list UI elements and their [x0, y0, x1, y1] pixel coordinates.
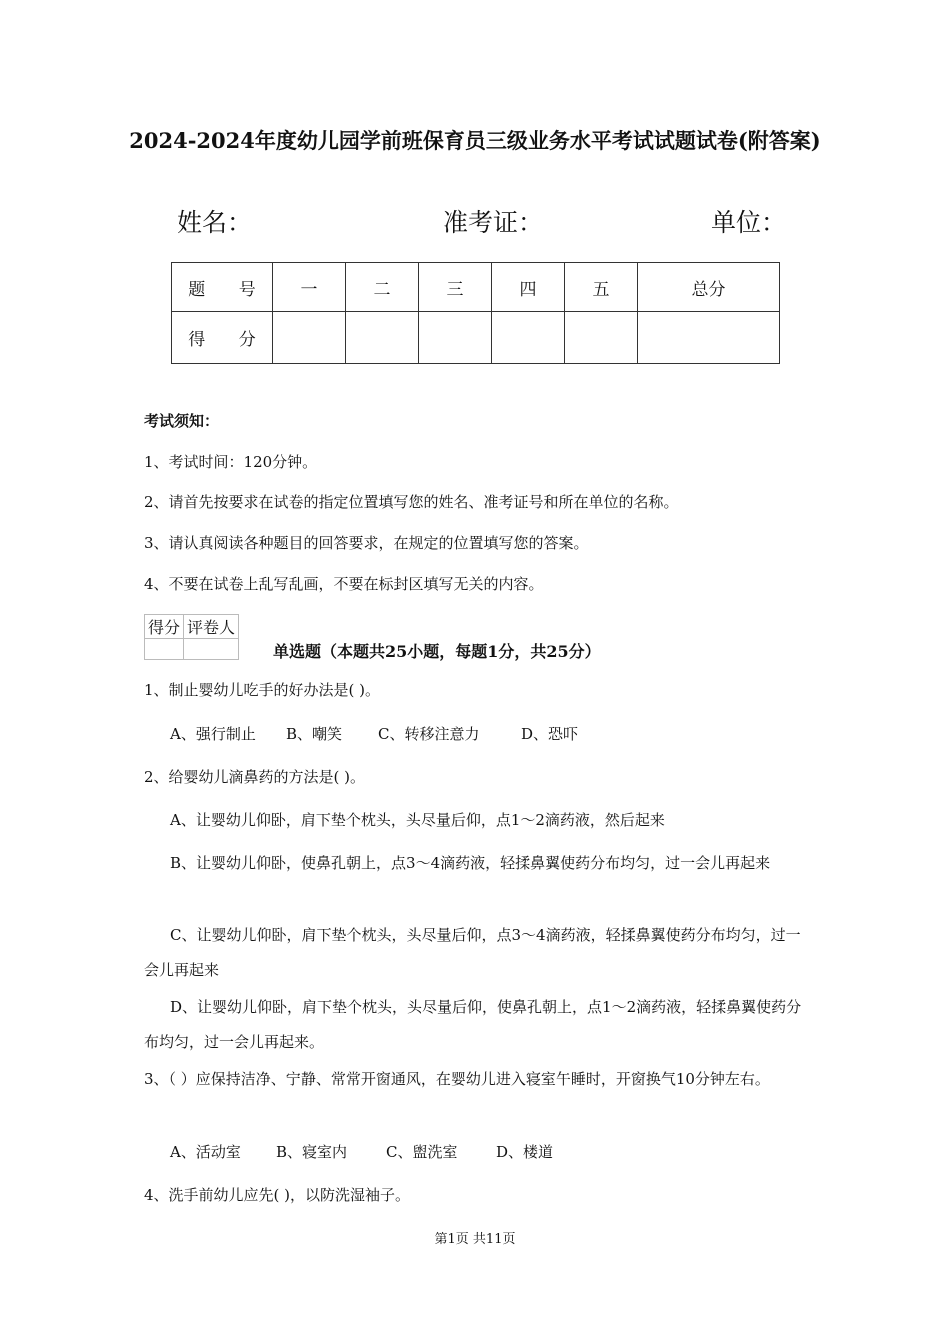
page-footer: 第1页 共11页 [434, 1232, 516, 1247]
score-table-cell: 总分 [638, 263, 780, 312]
option-a-long: A、让婴幼儿仰卧，肩下垫个枕头，头尽量后仰，点1～2滴药液，然后起来 [170, 811, 665, 829]
grader-name-cell [184, 639, 239, 660]
score-entry-cell [273, 312, 346, 364]
question-4: 4、洗手前幼儿应先( )，以防洗湿袖子。 [144, 1186, 411, 1204]
score-table [171, 262, 780, 364]
score-entry-cell [638, 312, 780, 364]
score-table-cell: 题 号 [172, 263, 273, 312]
section-title: 单选题（本题共25小题，每题1分，共25分） [273, 642, 601, 661]
notice-item: 4、不要在试卷上乱写乱画，不要在标封区填写无关的内容。 [144, 575, 544, 593]
score-table-header-row [172, 263, 780, 312]
grader-name-label: 评卷人 [184, 615, 239, 639]
score-entry-cell [419, 312, 492, 364]
score-entry-cell [346, 312, 419, 364]
grader-score-label: 得分 [145, 615, 184, 639]
score-entry-cell [492, 312, 565, 364]
question-1: 1、制止婴幼儿吃手的好办法是( )。 [144, 681, 381, 699]
name-field-label: 姓名： [177, 208, 253, 237]
option-c-long: C、让婴幼儿仰卧，肩下垫个枕头，头尽量后仰，点3～4滴药液，轻揉鼻翼使药分布均匀，过一会儿再起来 [144, 926, 801, 979]
option-b: B、嘲笑 [286, 725, 343, 743]
score-entry-cell [565, 312, 638, 364]
document-title: 2024-2024年度幼儿园学前班保育员三级业务水平考试试题试卷(附答案) [129, 128, 821, 153]
exam-id-field-label: 准考证： [443, 208, 544, 237]
option-b-long: B、让婴幼儿仰卧，使鼻孔朝上，点3～4滴药液，轻揉鼻翼使药分布均匀，过一会儿再起来 [170, 854, 771, 872]
score-table-cell: 一 [273, 263, 346, 312]
score-table-cell: 五 [565, 263, 638, 312]
score-table-cell: 二 [346, 263, 419, 312]
option-a: A、强行制止 [170, 725, 256, 743]
question-3: 3、（ ）应保持洁净、宁静、常常开窗通风，在婴幼儿进入寝室午睡时，开窗换气10分钟左右。 [144, 1070, 770, 1088]
option-d-long: D、让婴幼儿仰卧，肩下垫个枕头，头尽量后仰，使鼻孔朝上，点1～2滴药液，轻揉鼻翼使药分布均匀，过一会儿再起来。 [144, 998, 802, 1051]
score-table-cell: 三 [419, 263, 492, 312]
question-2: 2、给婴幼儿滴鼻药的方法是( )。 [144, 768, 366, 786]
option-a: A、活动室 [170, 1143, 241, 1161]
unit-field-label: 单位： [711, 208, 787, 237]
grader-score-cell [145, 639, 184, 660]
option-c: C、盥洗室 [386, 1143, 458, 1161]
notice-item: 1、考试时间：120分钟。 [144, 453, 318, 471]
notice-title: 考试须知： [144, 412, 220, 430]
grader-box [144, 614, 239, 660]
notice-item: 2、请首先按要求在试卷的指定位置填写您的姓名、准考证号和所在单位的名称。 [144, 493, 679, 511]
option-d: D、恐吓 [521, 725, 579, 743]
notice-item: 3、请认真阅读各种题目的回答要求，在规定的位置填写您的答案。 [144, 534, 589, 552]
option-d: D、楼道 [496, 1143, 554, 1161]
score-table-cell: 四 [492, 263, 565, 312]
score-table-cell: 得 分 [172, 312, 273, 364]
option-b: B、寝室内 [276, 1143, 348, 1161]
option-c: C、转移注意力 [378, 725, 480, 743]
score-table-score-row [172, 312, 780, 364]
